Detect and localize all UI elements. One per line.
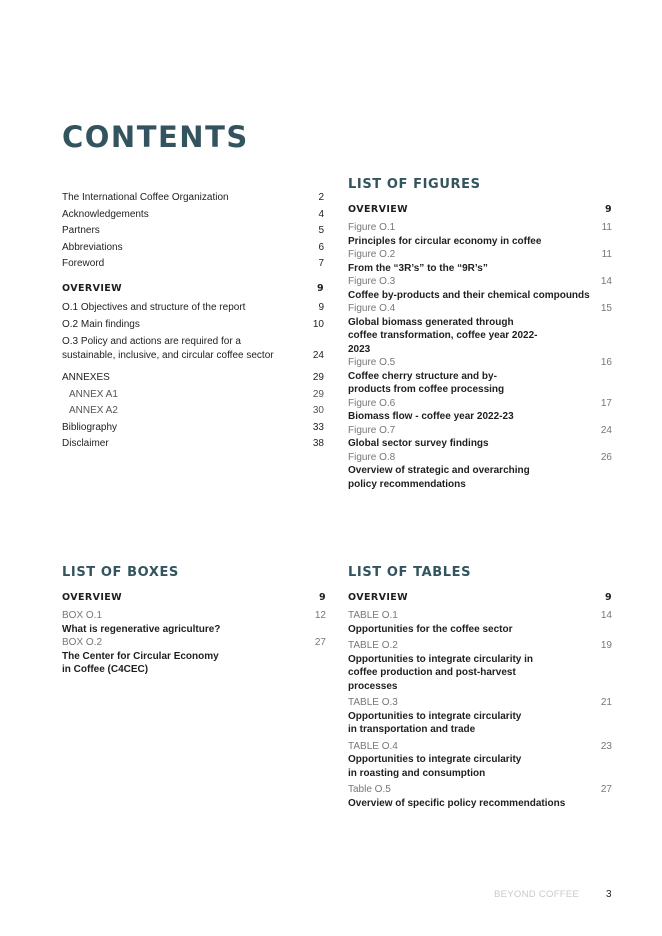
toc-item[interactable]: ANNEXES 29	[62, 372, 324, 383]
table-entry[interactable]: TABLE O.3 21 Opportunities to integrate circularity in transportation and trade	[348, 697, 612, 735]
boxes-overview[interactable]: OVERVIEW 9	[62, 592, 326, 603]
toc-item[interactable]: Acknowledgements 4	[62, 208, 324, 220]
tables-heading: LIST OF TABLES	[348, 565, 472, 580]
footer-label: BEYOND COFFEE	[494, 889, 580, 900]
box-entry[interactable]: BOX O.2 27 The Center for Circular Economy in Coffee (C4CEC)	[62, 637, 326, 675]
figure-entry[interactable]: Figure O.8 26 Overview of strategic and overarching policy recommendations	[348, 451, 612, 490]
tables-overview[interactable]: OVERVIEW 9	[348, 592, 612, 603]
boxes-heading: LIST OF BOXES	[62, 565, 179, 580]
page-title: CONTENTS	[62, 120, 249, 154]
box-entry[interactable]: BOX O.1 12 What is regenerative agriculture?	[62, 610, 326, 635]
figures-overview[interactable]: OVERVIEW 9	[348, 204, 612, 215]
figure-entry[interactable]: Figure O.2 11 From the “3R’s” to the “9R’s”	[348, 249, 612, 274]
toc-item[interactable]: Partners 5	[62, 225, 324, 236]
table-entry[interactable]: TABLE O.1 14 Opportunities for the coffee sector	[348, 610, 612, 635]
toc-item[interactable]: ANNEX A2 30	[69, 405, 324, 416]
figures-heading: LIST OF FIGURES	[348, 177, 481, 192]
table-entry[interactable]: TABLE O.2 19 Opportunities to integrate circularity in coffee production and post-harvest processes	[348, 640, 612, 692]
figure-entry[interactable]: Figure O.7 24 Global sector survey findings	[348, 424, 612, 449]
toc-item[interactable]: ANNEX A1 29	[69, 388, 324, 400]
toc-item[interactable]: Abbreviations 6	[62, 241, 324, 253]
boxes-list	[62, 565, 326, 677]
contents-list	[62, 192, 324, 455]
table-entry[interactable]: Table O.5 27 Overview of specific policy recommendations	[348, 784, 612, 809]
toc-item[interactable]: The International Coffee Organization 2	[62, 192, 324, 203]
toc-overview[interactable]: OVERVIEW 9	[62, 283, 324, 294]
figure-entry[interactable]: Figure O.3 14 Coffee by-products and their chemical compounds	[348, 276, 612, 301]
table-entry[interactable]: TABLE O.4 23 Opportunities to integrate circularity in roasting and consumption	[348, 740, 612, 779]
toc-item[interactable]: Disclaimer 38	[62, 438, 324, 449]
toc-item[interactable]: O.3 Policy and actions are required for a sustainable, inclusive, and circular coffee sector 24	[62, 336, 324, 361]
toc-item[interactable]: Foreword 7	[62, 258, 324, 269]
figure-entry[interactable]: Figure O.5 16 Coffee cherry structure and by-products from coffee processing	[348, 357, 612, 395]
tables-list	[348, 565, 612, 810]
toc-item[interactable]: Bibliography 33	[62, 421, 324, 433]
toc-item[interactable]: O.2 Main findings 10	[62, 318, 324, 330]
figures-list	[348, 177, 612, 491]
figure-entry[interactable]: Figure O.4 15 Global biomass generated through coffee transformation, coffee year 2022-2023	[348, 303, 612, 355]
figure-entry[interactable]: Figure O.1 11 Principles for circular economy in coffee	[348, 222, 612, 247]
toc-item[interactable]: O.1 Objectives and structure of the report 9	[62, 302, 324, 313]
figure-entry[interactable]: Figure O.6 17 Biomass flow - coffee year 2022-23	[348, 397, 612, 422]
page-number: 3	[606, 889, 612, 900]
